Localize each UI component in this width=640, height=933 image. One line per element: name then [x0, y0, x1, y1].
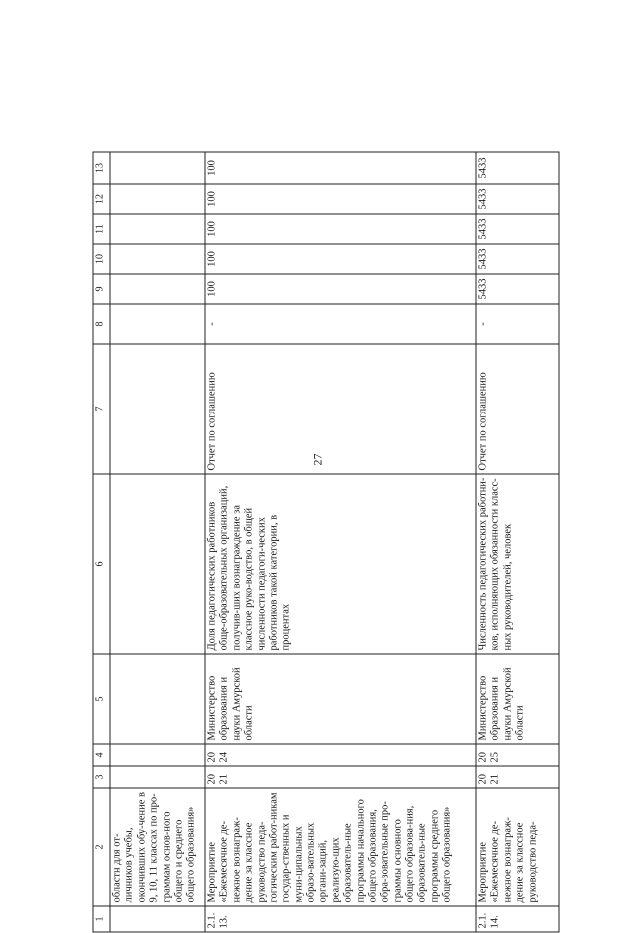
table-container	[93, 153, 548, 933]
cell-end: 2024	[205, 744, 476, 766]
column-header: 13	[93, 152, 110, 184]
cell-end: 2025	[476, 744, 559, 766]
table-row	[205, 152, 476, 932]
column-header: 7	[93, 344, 110, 474]
cell-value: 100	[205, 274, 476, 304]
cell-value: -	[205, 304, 476, 344]
cell-end	[110, 744, 205, 766]
cell-executor	[110, 654, 205, 744]
cell-source: Отчет по соглашению	[476, 344, 559, 474]
cell-value: 5433	[476, 244, 559, 274]
cell-value	[110, 214, 205, 244]
column-header: 3	[93, 766, 110, 788]
cell-value: 5433	[476, 214, 559, 244]
column-header: 11	[93, 214, 110, 244]
column-header: 9	[93, 274, 110, 304]
cell-code	[110, 906, 205, 932]
column-header: 1	[93, 906, 110, 932]
column-header: 12	[93, 184, 110, 214]
header-row	[93, 152, 110, 932]
cell-name: Мероприятие «Ежемесячное де-нежное вознаграж-дение за классное руководство педа-	[476, 788, 559, 906]
cell-source	[110, 344, 205, 474]
cell-indicator: Доля педагогических работников обще-образовательных организаций, получив-ших вознаграждение за классное руко-водство, в общей численности педагоги-ческих работников такой категории, в процентах	[205, 474, 476, 654]
cell-executor: Министерство образования и науки Амурской области	[205, 654, 476, 744]
cell-value: 100	[205, 214, 476, 244]
cell-value: 100	[205, 184, 476, 214]
cell-value: 100	[205, 152, 476, 184]
column-header: 10	[93, 244, 110, 274]
column-header: 6	[93, 474, 110, 654]
cell-value: 5433	[476, 152, 559, 184]
cell-value: 5433	[476, 184, 559, 214]
page-number: 27	[310, 453, 325, 466]
program-table	[93, 152, 560, 933]
column-header: 4	[93, 744, 110, 766]
cell-start	[110, 766, 205, 788]
cell-value: 100	[205, 244, 476, 274]
cell-value: -	[476, 304, 559, 344]
cell-value	[110, 244, 205, 274]
cell-executor: Министерство образования и науки Амурской области	[476, 654, 559, 744]
cell-value: 5433	[476, 274, 559, 304]
cell-value	[110, 274, 205, 304]
column-header: 5	[93, 654, 110, 744]
table-row	[110, 152, 205, 932]
cell-start: 2021	[205, 766, 476, 788]
cell-start: 2021	[476, 766, 559, 788]
cell-code: 2.1.14.	[476, 906, 559, 932]
cell-name: Мероприятие «Ежемесячное де-нежное вознаграж-дение за классное руководство педа-гогическим работ-никам государ-ственных и муни-ципальных образо-вательных органи-заций, реализую-щих образователь-ные программы начального общего образования, обра-зовательные про-граммы основного общего образова-ния, образователь-ные программы среднего общего образования»	[205, 788, 476, 906]
cell-indicator	[110, 474, 205, 654]
cell-name: областн для от-личников учебы, окончивших обу-чение в 9, 10, 11 классах по про-граммам основ-ного общего и среднего общего образования»	[110, 788, 205, 906]
cell-indicator: Численность педагогических работни-ков, исполняющих обязанности класс-ных руководителей, человек	[476, 474, 559, 654]
cell-value	[110, 184, 205, 214]
column-header: 8	[93, 304, 110, 344]
cell-source: Отчет по соглашению	[205, 344, 476, 474]
cell-value	[110, 304, 205, 344]
table-row	[476, 152, 559, 932]
cell-code: 2.1.13.	[205, 906, 476, 932]
cell-value	[110, 152, 205, 184]
column-header: 2	[93, 788, 110, 906]
